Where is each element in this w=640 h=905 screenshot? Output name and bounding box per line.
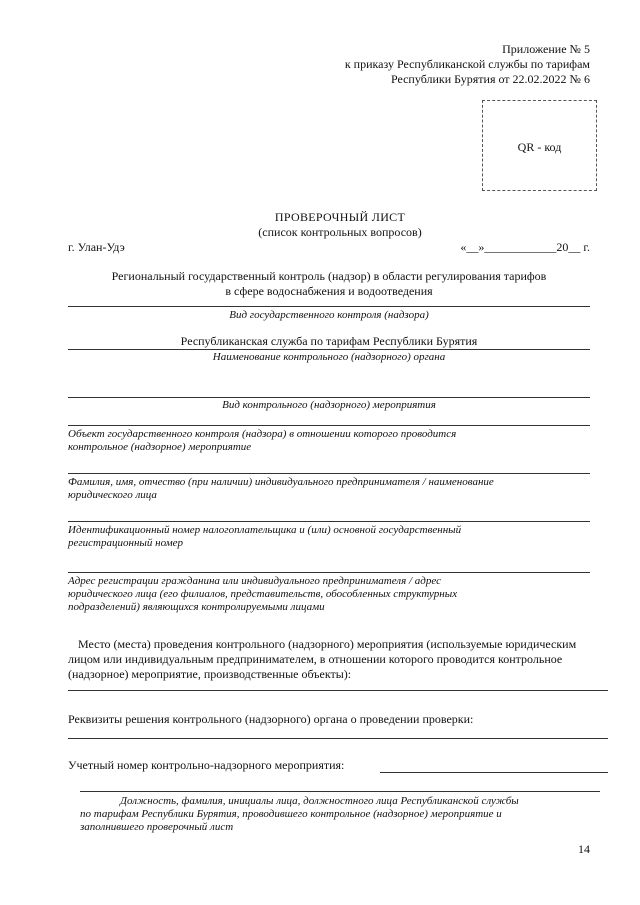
object-caption-line-2: контрольное (надзорное) мероприятие bbox=[68, 441, 252, 453]
decision-line[interactable] bbox=[68, 738, 608, 739]
control-type-line-1: Региональный государственный контроль (надзор) в области регулирования тарифов bbox=[111, 269, 547, 283]
venue-line-2: лицом или индивидуальным предпринимателем, в отношении которого проводится контрольное bbox=[68, 652, 563, 666]
control-type bbox=[68, 269, 590, 299]
appendix-line-2: к приказу Республиканской службы по тарифам bbox=[344, 57, 590, 71]
organ-caption: Наименование контрольного (надзорного) органа bbox=[212, 351, 446, 363]
object-caption bbox=[68, 428, 598, 454]
person-caption-line-2: юридического лица bbox=[68, 489, 157, 501]
date-field[interactable]: «__»____________20__ г. bbox=[460, 240, 590, 254]
address-line[interactable] bbox=[68, 572, 590, 573]
object-caption-line-1: Объект государственного контроля (надзора) в отношении которого проводится bbox=[68, 428, 457, 440]
organ-name: Республиканская служба по тарифам Республики Бурятия bbox=[180, 334, 478, 348]
venue-label bbox=[68, 637, 628, 682]
address-caption-line-2: юридического лица (его филиалов, представительств, обособленных структурных bbox=[68, 588, 458, 600]
person-line[interactable] bbox=[68, 473, 590, 474]
event-type-caption: Вид контрольного (надзорного) мероприятия bbox=[222, 399, 436, 411]
qr-code-label: QR - код bbox=[517, 140, 562, 154]
account-number-line[interactable] bbox=[380, 772, 608, 773]
venue-line[interactable] bbox=[68, 690, 608, 691]
object-line[interactable] bbox=[68, 425, 590, 426]
qr-code-box bbox=[482, 100, 597, 191]
official-caption-line-2: по тарифам Республики Бурятия, проводившего контрольное (надзорное) мероприятие и bbox=[80, 808, 502, 820]
control-type-caption: Вид государственного контроля (надзора) bbox=[229, 309, 429, 321]
official-line[interactable] bbox=[80, 791, 600, 792]
venue-line-1: Место (места) проведения контрольного (надзорного) мероприятия (используемые юридическим bbox=[78, 637, 577, 651]
inn-caption-line-1: Идентификационный номер налогоплательщика и (или) основной государственный bbox=[68, 524, 462, 536]
official-caption-line-3: заполнившего проверочный лист bbox=[80, 821, 234, 833]
inn-caption bbox=[68, 524, 598, 550]
place-of-issue: г. Улан-Удэ bbox=[68, 240, 125, 254]
title-main: ПРОВЕРОЧНЫЙ ЛИСТ bbox=[274, 210, 406, 224]
title-sub: (список контрольных вопросов) bbox=[258, 225, 422, 239]
appendix-line-1: Приложение № 5 bbox=[502, 42, 590, 56]
venue-line-3: (надзорное) мероприятие, производственные объекты): bbox=[68, 667, 352, 681]
organ-name-line bbox=[68, 349, 590, 350]
person-caption-line-1: Фамилия, имя, отчество (при наличии) индивидуального предпринимателя / наименование bbox=[68, 476, 494, 488]
address-caption bbox=[68, 575, 598, 614]
official-caption bbox=[80, 795, 610, 834]
person-caption bbox=[68, 476, 598, 502]
inn-caption-line-2: регистрационный номер bbox=[68, 537, 184, 549]
event-type-line[interactable] bbox=[68, 397, 590, 398]
inn-line[interactable] bbox=[68, 521, 590, 522]
account-number-label: Учетный номер контрольно-надзорного мероприятия: bbox=[68, 758, 345, 772]
appendix-header bbox=[260, 42, 590, 87]
official-caption-line-1: Должность, фамилия, инициалы лица, должностного лица Республиканской службы bbox=[120, 795, 519, 807]
control-type-line-2: в сфере водоснабжения и водоотведения bbox=[225, 284, 433, 298]
appendix-line-3: Республики Бурятия от 22.02.2022 № 6 bbox=[390, 72, 590, 86]
address-caption-line-1: Адрес регистрации гражданина или индивидуального предпринимателя / адрес bbox=[68, 575, 441, 587]
decision-label: Реквизиты решения контрольного (надзорного) органа о проведении проверки: bbox=[68, 712, 474, 726]
document-title bbox=[200, 210, 480, 240]
address-caption-line-3: подразделений) являющихся контролируемыми лицами bbox=[68, 601, 325, 613]
page-number: 14 bbox=[578, 842, 590, 856]
control-type-line bbox=[68, 306, 590, 307]
